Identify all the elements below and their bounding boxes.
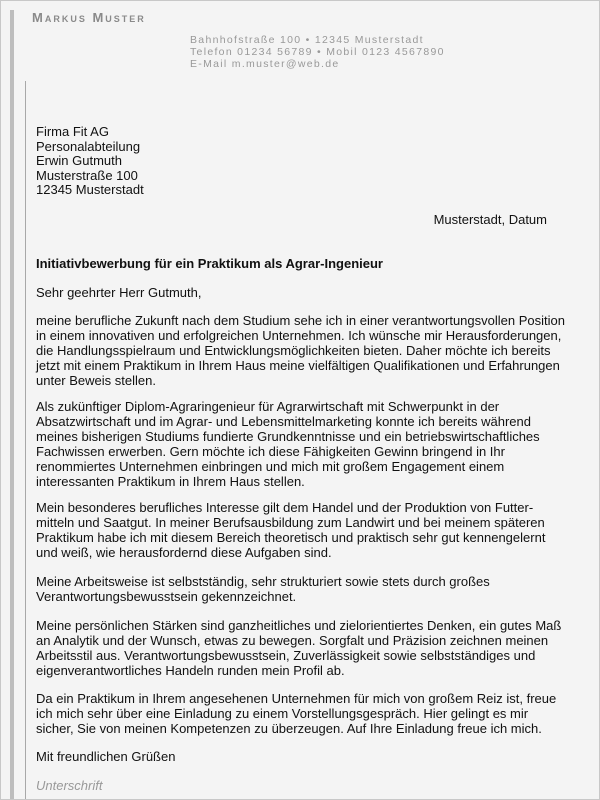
signature: Unterschrift: [36, 778, 103, 793]
paragraph: [36, 574, 490, 604]
paragraph: [36, 500, 545, 560]
salutation: Sehr geehrter Herr Gutmuth,: [36, 285, 202, 300]
sender-name: Markus Muster: [32, 10, 146, 25]
sender-email: E-Mail m.muster@web.de: [190, 58, 340, 70]
paragraph: [36, 618, 561, 678]
recipient-line: Firma Fit AG: [36, 124, 109, 139]
sender-phone: Telefon 01234 56789 • Mobil 0123 4567890: [190, 46, 445, 58]
sender-contact: [190, 34, 445, 70]
paragraph-line: meine berufliche Zukunft nach dem Studium sehe ich in einer verantwortungsvollen Position: [36, 313, 565, 328]
paragraph-line: Absatzwirtschaft und im Agrar- und Lebensmittelmarketing konnte ich bereits während: [36, 414, 531, 429]
paragraph-line: Als zukünftiger Diplom-Agraringenieur für Agrarwirtschaft mit Schwerpunkt in der: [36, 399, 500, 414]
closing: Mit freundlichen Grüßen: [36, 749, 176, 764]
letter-date: Musterstadt, Datum: [433, 212, 547, 227]
paragraph-line: sicher, Sie von meinen Kompetenzen zu überzeugen. Auf Ihre Einladung freue ich mich.: [36, 721, 542, 736]
recipient-line: Personalabteilung: [36, 138, 141, 154]
paragraph-line: die Handlungsspielraum und Entwicklungsmöglichkeiten bieten. Daher möchte ich bereits: [36, 343, 551, 358]
paragraph-line: an Analytik und der Wunsch, etwas zu bewegen. Sorgfalt und Präzision zeichnen meinen: [36, 633, 549, 648]
paragraph-line: eigenverantwortliches Handeln runden mein Profil ab.: [36, 663, 345, 678]
paragraph-line: und weiß, wie herausfordernd diese Aufgaben sind.: [36, 545, 332, 560]
recipient-address: [36, 125, 144, 198]
paragraph-line: interessanten Praktikum in Ihrem Haus stellen.: [36, 474, 305, 489]
left-accent-bar: [10, 10, 14, 799]
paragraph-line: Praktikum habe ich mit diesem Bereich theoretisch und praktisch sehr gut kennengelernt: [36, 530, 546, 545]
paragraph-line: Mein besonderes berufliches Interesse gilt dem Handel und der Produktion von Futter-: [36, 500, 534, 515]
paragraph-line: Da ein Praktikum in Ihrem angesehenen Unternehmen für mich von großem Reiz ist, freue: [36, 691, 557, 706]
paragraph-line: meines bisherigen Studiums fundierte Grundkenntnisse und ein betriebswirtschaftliches: [36, 429, 540, 444]
paragraph-line: jetzt mit einem Praktikum in Ihrem Haus meine vielfältigen Qualifikationen und Erfahrungen: [36, 358, 560, 373]
paragraph-line: unter Beweis stellen.: [36, 373, 156, 388]
paragraph: [36, 313, 565, 388]
paragraph-line: ich mich sehr über eine Einladung zu einem Vorstellungsgespräch. Hier gelingt es mir: [36, 706, 529, 721]
subject-line: Initiativbewerbung für ein Praktikum als Agrar-Ingenieur: [36, 256, 383, 271]
recipient-line: Musterstraße 100: [36, 167, 138, 183]
sender-address: Bahnhofstraße 100 • 12345 Musterstadt: [190, 34, 424, 46]
paragraph-line: Meine persönlichen Stärken sind ganzheitliches und zielorientiertes Denken, ein gutes Maß: [36, 618, 562, 633]
paragraph-line: Fachwissen erwerben. Gern möchte ich diese Fähigkeiten Gewinn bringend in Ihr: [36, 444, 505, 459]
paragraph-line: Arbeitsstil aus. Verantwortungsbewusstsein, Zuverlässigkeit sowie selbstständiges und: [36, 648, 536, 663]
recipient-line: 12345 Musterstadt: [36, 182, 144, 197]
recipient-line: Erwin Gutmuth: [36, 153, 122, 168]
paragraph-line: Verantwortungsbewusstsein gekennzeichnet.: [36, 589, 297, 604]
paragraph-line: Meine Arbeitsweise ist selbstständig, sehr strukturiert sowie stets durch großes: [36, 574, 490, 589]
margin-line: [25, 81, 26, 799]
paragraph: [36, 399, 540, 489]
paragraph: [36, 691, 556, 736]
paragraph-line: in einem innovativen und erfolgreichen Unternehmen. Ich wünsche mir Herausforderungen,: [36, 328, 562, 343]
paragraph-line: renommiertes Unternehmen einbringen und mich mit großem Engagement einem: [36, 459, 505, 474]
paragraph-line: mitteln und Saatgut. In meiner Berufsausbildung zum Landwirt und bei meinem späteren: [36, 515, 545, 530]
